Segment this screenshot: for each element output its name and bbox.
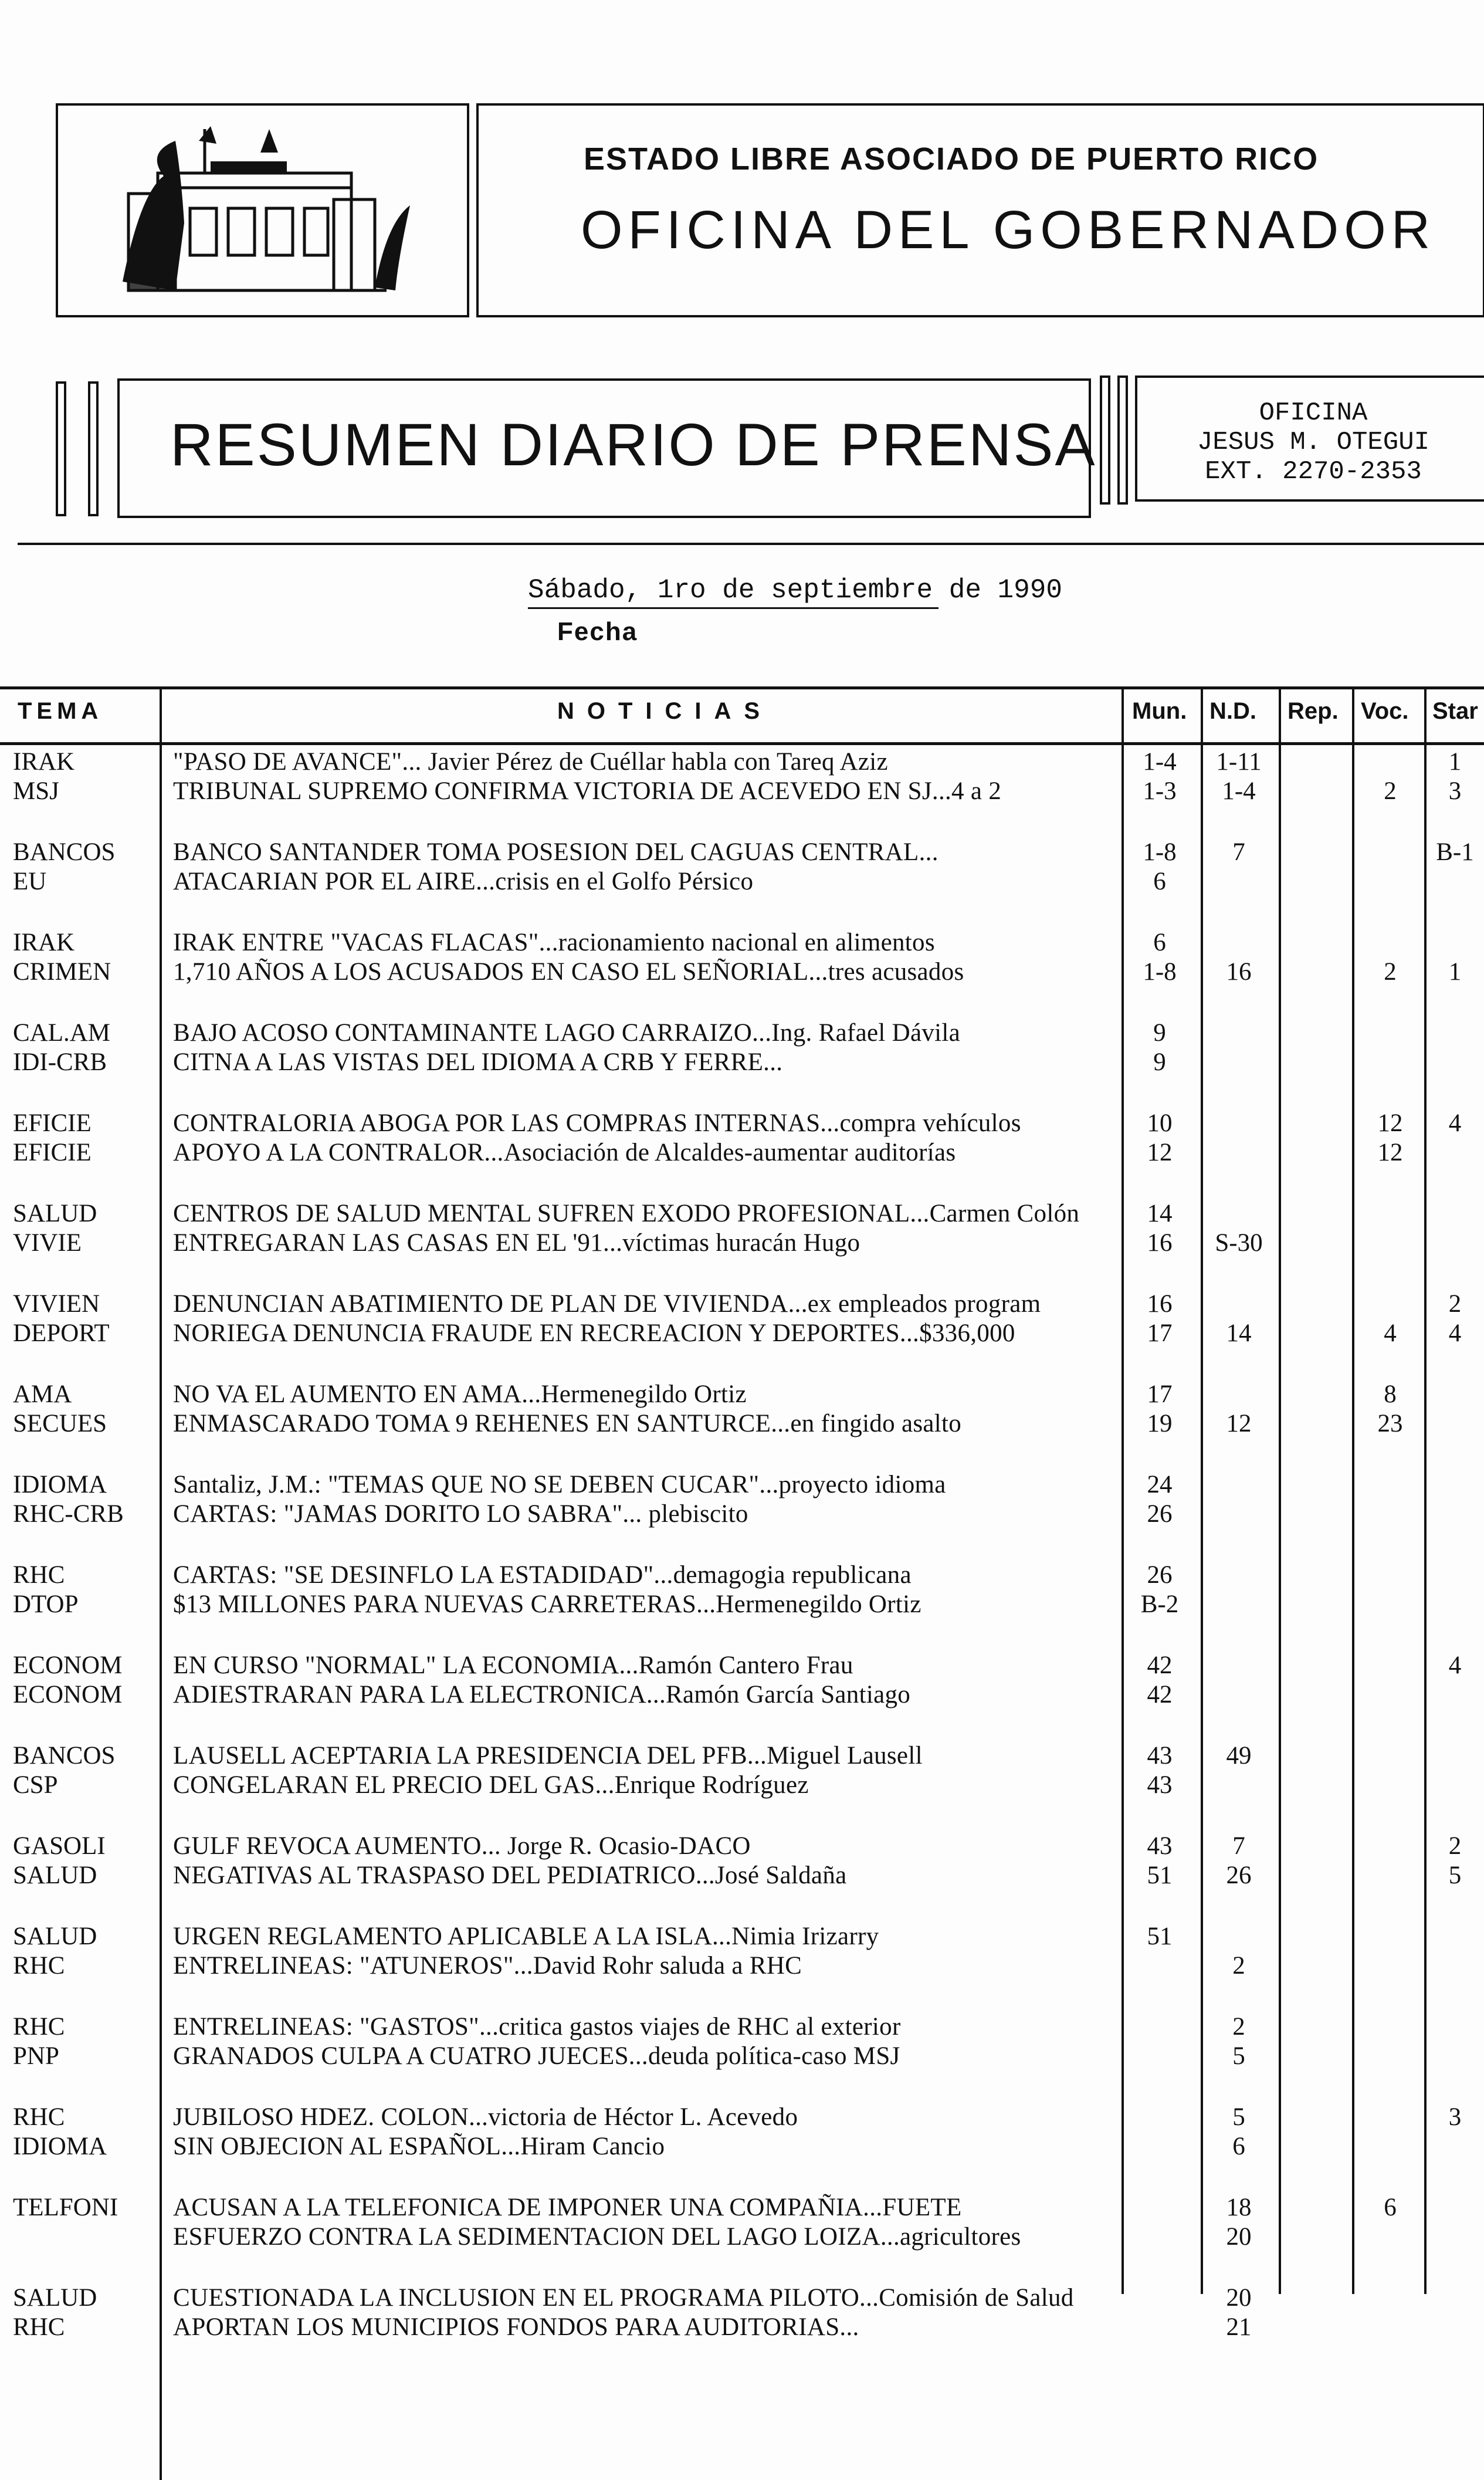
row-noticia: IRAK ENTRE "VACAS FLACAS"...racionamiento nacional en alimentos [173,929,935,956]
fortaleza-logo [58,106,467,315]
row-tema: BANCOS [13,1742,116,1770]
row-noticia: ACUSAN A LA TELEFONICA DE IMPONER UNA COMPAÑIA...FUETE [173,2194,962,2221]
row-noticia: CONGELARAN EL PRECIO DEL GAS...Enrique Rodríguez [173,1771,809,1799]
row-noticia: $13 MILLONES PARA NUEVAS CARRETERAS...Hermenegildo Ortiz [173,1591,921,1618]
row-star: 1 [1448,748,1462,776]
row-tema: IDI-CRB [13,1048,107,1076]
row-mun: 6 [1153,868,1166,895]
row-tema: MSJ [13,777,59,805]
row-noticia: CONTRALORIA ABOGA POR LAS COMPRAS INTERNAS...compra vehículos [173,1109,1021,1137]
row-tema: CAL.AM [13,1019,111,1047]
row-tema: EFICIE [13,1109,92,1137]
row-mun: 1-8 [1143,958,1177,986]
row-mun: 43 [1147,1742,1173,1770]
column-header-tema: TEMA [18,698,103,724]
row-tema: PNP [13,2042,59,2070]
row-tema: GASOLI [13,1832,106,1860]
column-header-rep: Rep. [1288,698,1339,724]
row-voc: 6 [1384,2194,1397,2221]
column-header-noticias: NOTICIAS [557,698,773,724]
column-rule [1424,686,1427,2294]
report-title: RESUMEN DIARIO DE PRENSA [170,411,1097,478]
row-tema: SALUD [13,1862,97,1889]
row-tema: ECONOM [13,1652,123,1679]
row-nd: 5 [1232,2103,1245,2131]
row-nd: 2 [1232,2013,1245,2041]
column-rule [1279,686,1281,2294]
decorative-bar [1100,375,1110,505]
row-noticia: TRIBUNAL SUPREMO CONFIRMA VICTORIA DE ACEVEDO EN SJ...4 a 2 [173,777,1002,805]
column-rule [1201,686,1203,2294]
row-nd: 18 [1226,2194,1252,2221]
row-noticia: GRANADOS CULPA A CUATRO JUECES...deuda política-caso MSJ [173,2042,900,2070]
row-noticia: CENTROS DE SALUD MENTAL SUFREN EXODO PROFESIONAL...Carmen Colón [173,1200,1080,1227]
office-label: OFICINA [1259,398,1368,428]
row-nd: 20 [1226,2223,1252,2251]
row-nd: 1-11 [1216,748,1262,776]
row-star: B-1 [1436,838,1474,866]
row-tema: IRAK [13,748,75,776]
row-noticia: CUESTIONADA LA INCLUSION EN EL PROGRAMA PILOTO...Comisión de Salud [173,2284,1074,2312]
column-rule [1122,686,1124,2294]
row-star: 3 [1448,2103,1462,2131]
row-nd: 49 [1226,1742,1252,1770]
row-noticia: DENUNCIAN ABATIMIENTO DE PLAN DE VIVIENDA...ex empleados program [173,1290,1041,1318]
row-noticia: ENTRELINEAS: "ATUNEROS"...David Rohr saluda a RHC [173,1952,802,1980]
row-noticia: ENMASCARADO TOMA 9 REHENES EN SANTURCE...en fingido asalto [173,1410,962,1437]
row-nd: 1-4 [1222,777,1256,805]
row-tema: SALUD [13,1923,97,1950]
row-nd: 21 [1226,2313,1252,2341]
row-noticia: CARTAS: "JAMAS DORITO LO SABRA"... plebiscito [173,1500,748,1528]
row-mun: 42 [1147,1681,1173,1708]
row-tema: RHC [13,1952,65,1980]
row-mun: B-2 [1140,1591,1179,1618]
row-noticia: "PASO DE AVANCE"... Javier Pérez de Cuéllar habla con Tareq Aziz [173,748,888,776]
row-mun: 9 [1153,1048,1166,1076]
row-nd: 14 [1226,1319,1252,1347]
row-tema: RHC-CRB [13,1500,124,1528]
row-nd: 6 [1232,2133,1245,2160]
office-extension: EXT. 2270-2353 [1205,457,1422,486]
row-star: 4 [1448,1652,1462,1679]
divider [18,543,1484,545]
column-header-mun: Mun. [1132,698,1187,724]
row-tema: RHC [13,2313,65,2341]
row-noticia: EN CURSO "NORMAL" LA ECONOMIA...Ramón Cantero Frau [173,1652,853,1679]
logo-frame [56,103,469,317]
row-tema: SECUES [13,1410,107,1437]
row-noticia: CITNA A LAS VISTAS DEL IDIOMA A CRB Y FERRE... [173,1048,783,1076]
column-header-nd: N.D. [1209,698,1256,724]
row-mun: 1-3 [1143,777,1177,805]
office-contact-box [1135,375,1484,502]
row-mun: 26 [1147,1500,1173,1528]
table-header-bottom-rule [0,742,1484,745]
row-tema: RHC [13,2103,65,2131]
row-noticia: BANCO SANTANDER TOMA POSESION DEL CAGUAS CENTRAL... [173,838,938,866]
row-mun: 51 [1147,1923,1173,1950]
row-noticia: ADIESTRARAN PARA LA ELECTRONICA...Ramón García Santiago [173,1681,911,1708]
row-star: 2 [1448,1290,1462,1318]
row-tema: EFICIE [13,1139,92,1166]
row-tema: CSP [13,1771,58,1799]
row-mun: 26 [1147,1561,1173,1589]
row-tema: DTOP [13,1591,79,1618]
row-noticia: LAUSELL ACEPTARIA LA PRESIDENCIA DEL PFB...Miguel Lausell [173,1742,923,1770]
row-noticia: ENTRELINEAS: "GASTOS"...critica gastos viajes de RHC al exterior [173,2013,901,2041]
row-voc: 12 [1377,1109,1403,1137]
column-rule [160,686,162,2480]
row-noticia: NO VA EL AUMENTO EN AMA...Hermenegildo Ortiz [173,1381,747,1408]
row-mun: 16 [1147,1229,1173,1257]
decorative-bar [1117,375,1128,505]
column-rule [1352,686,1354,2294]
row-mun: 1-8 [1143,838,1177,866]
row-star: 1 [1448,958,1462,986]
row-voc: 2 [1384,777,1397,805]
row-tema: IDIOMA [13,2133,107,2160]
row-star: 4 [1448,1109,1462,1137]
row-noticia: JUBILOSO HDEZ. COLON...victoria de Héctor L. Acevedo [173,2103,798,2131]
row-mun: 43 [1147,1771,1173,1799]
row-nd: 2 [1232,1952,1245,1980]
date-label: Fecha [557,617,638,646]
row-nd: S-30 [1215,1229,1263,1257]
row-star: 2 [1448,1832,1462,1860]
row-mun: 51 [1147,1862,1173,1889]
column-header-voc: Voc. [1361,698,1409,724]
row-noticia: APOYO A LA CONTRALOR...Asociación de Alcaldes-aumentar auditorías [173,1139,956,1166]
row-voc: 4 [1384,1319,1397,1347]
row-nd: 7 [1232,1832,1245,1860]
table-header-top-rule [0,686,1484,689]
row-tema: RHC [13,1561,65,1589]
row-noticia: CARTAS: "SE DESINFLO LA ESTADIDAD"...demagogia republicana [173,1561,912,1589]
row-mun: 17 [1147,1319,1173,1347]
row-tema: SALUD [13,2284,97,2312]
row-nd: 7 [1232,838,1245,866]
row-mun: 42 [1147,1652,1173,1679]
row-mun: 12 [1147,1139,1173,1166]
row-noticia: NEGATIVAS AL TRASPASO DEL PEDIATRICO...José Saldaña [173,1862,847,1889]
row-nd: 20 [1226,2284,1252,2312]
row-mun: 17 [1147,1381,1173,1408]
row-mun: 1-4 [1143,748,1177,776]
row-tema: IDIOMA [13,1471,107,1498]
row-mun: 9 [1153,1019,1166,1047]
row-nd: 5 [1232,2042,1245,2070]
row-mun: 10 [1147,1109,1173,1137]
row-star: 4 [1448,1319,1462,1347]
row-voc: 12 [1377,1139,1403,1166]
row-noticia: BAJO ACOSO CONTAMINANTE LAGO CARRAIZO...Ing. Rafael Dávila [173,1019,961,1047]
decorative-bar [88,381,99,516]
row-tema: DEPORT [13,1319,110,1347]
row-nd: 26 [1226,1862,1252,1889]
row-noticia: 1,710 AÑOS A LOS ACUSADOS EN CASO EL SEÑORIAL...tres acusados [173,958,964,986]
row-mun: 14 [1147,1200,1173,1227]
row-tema: VIVIE [13,1229,82,1257]
row-tema: BANCOS [13,838,116,866]
row-nd: 16 [1226,958,1252,986]
row-nd: 12 [1226,1410,1252,1437]
row-noticia: NORIEGA DENUNCIA FRAUDE EN RECREACION Y DEPORTES...$336,000 [173,1319,1015,1347]
row-mun: 16 [1147,1290,1173,1318]
row-tema: CRIMEN [13,958,111,986]
row-noticia: APORTAN LOS MUNICIPIOS FONDOS PARA AUDITORIAS... [173,2313,859,2341]
government-title: ESTADO LIBRE ASOCIADO DE PUERTO RICO [584,141,1319,177]
row-voc: 8 [1384,1381,1397,1408]
row-mun: 43 [1147,1832,1173,1860]
row-tema: TELFONI [13,2194,118,2221]
office-contact-name: JESUS M. OTEGUI [1197,428,1430,457]
row-star: 5 [1448,1862,1462,1889]
row-tema: AMA [13,1381,72,1408]
row-noticia: URGEN REGLAMENTO APLICABLE A LA ISLA...Nimia Irizarry [173,1923,879,1950]
row-star: 3 [1448,777,1462,805]
date-underline [528,607,938,609]
row-voc: 2 [1384,958,1397,986]
row-tema: EU [13,868,47,895]
column-header-star: Star [1432,698,1478,724]
row-mun: 19 [1147,1410,1173,1437]
row-voc: 23 [1377,1410,1403,1437]
row-tema: VIVIEN [13,1290,100,1318]
row-noticia: ENTREGARAN LAS CASAS EN EL '91...víctimas huracán Hugo [173,1229,860,1257]
row-tema: SALUD [13,1200,97,1227]
row-tema: IRAK [13,929,75,956]
row-tema: ECONOM [13,1681,123,1708]
row-mun: 6 [1153,929,1166,956]
row-noticia: GULF REVOCA AUMENTO... Jorge R. Ocasio-DACO [173,1832,751,1860]
row-noticia: SIN OBJECION AL ESPAÑOL...Hiram Cancio [173,2133,665,2160]
office-title: OFICINA DEL GOBERNADOR [581,200,1436,260]
date-value: Sábado, 1ro de septiembre de 1990 [528,575,1062,605]
row-noticia: ESFUERZO CONTRA LA SEDIMENTACION DEL LAGO LOIZA...agricultores [173,2223,1021,2251]
row-tema: RHC [13,2013,65,2041]
decorative-bar [56,381,66,516]
row-mun: 24 [1147,1471,1173,1498]
row-noticia: ATACARIAN POR EL AIRE...crisis en el Golfo Pérsico [173,868,754,895]
row-noticia: Santaliz, J.M.: "TEMAS QUE NO SE DEBEN CUCAR"...proyecto idioma [173,1471,946,1498]
